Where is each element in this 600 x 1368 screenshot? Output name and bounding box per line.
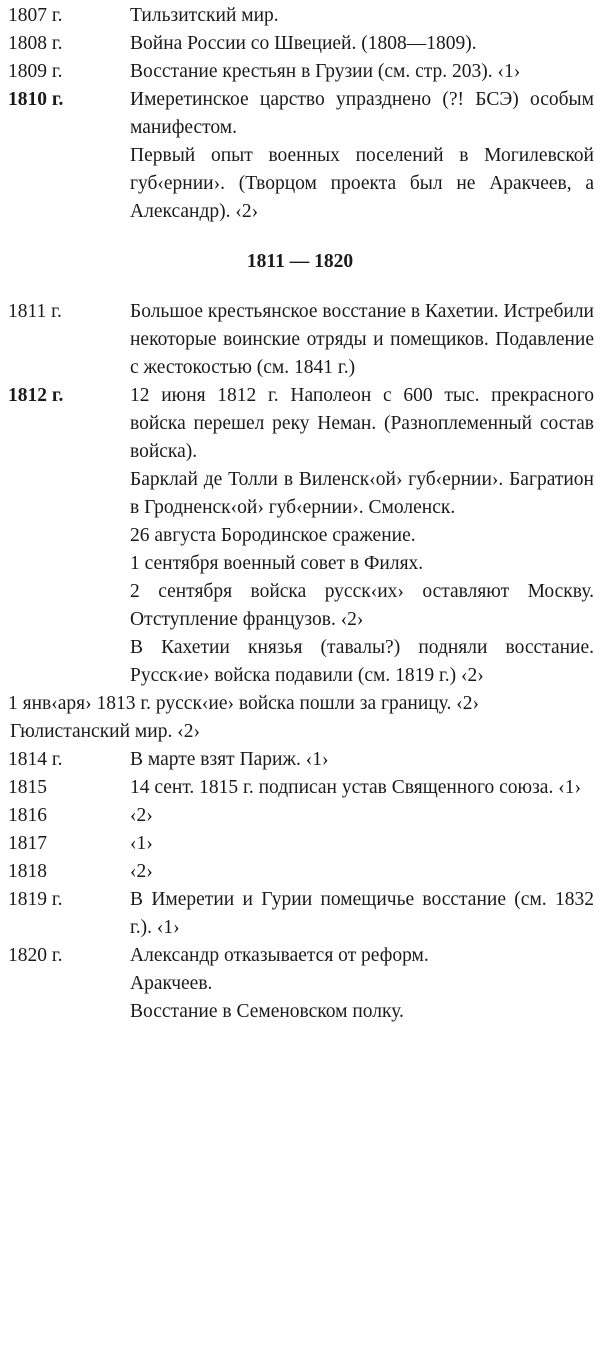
loose-line-1813: 1 янв‹аря› 1813 г. русск‹ие› войска пошли за границу. ‹2› bbox=[8, 693, 479, 714]
entry-year: 1814 г. bbox=[8, 749, 63, 770]
entry-text: ‹2› bbox=[130, 805, 153, 826]
entry-text: 2 сентября войска русск‹их› оставляют Москву. Отступление французов. ‹2› bbox=[130, 581, 594, 630]
entry-text: 14 сент. 1815 г. подписан устав Священного союза. ‹1› bbox=[130, 777, 581, 798]
chronology-page bbox=[0, 2, 600, 1026]
entry-text: В Кахетии князья (тавалы?) подняли восстание. Русск‹ие› войска подавили (см. 1819 г.) ‹2› bbox=[130, 637, 594, 686]
chronology-entry-1817 bbox=[0, 830, 600, 858]
chronology-entry-1816 bbox=[0, 802, 600, 830]
entry-text: Восстание крестьян в Грузии (см. стр. 203). ‹1› bbox=[130, 61, 521, 82]
entry-text: 1 сентября военный совет в Филях. bbox=[130, 553, 424, 574]
entry-year: 1807 г. bbox=[8, 5, 63, 26]
entry-text: ‹1› bbox=[130, 833, 153, 854]
chronology-entry-1811 bbox=[0, 298, 600, 382]
entry-text: Восстание в Семеновском полку. bbox=[130, 1001, 404, 1022]
entry-text: Барклай де Толли в Виленск‹ой› губ‹ернии›. Багратион в Гродненск‹ой› губ‹ернии›. Смоленск. bbox=[130, 469, 594, 518]
entry-year: 1809 г. bbox=[8, 61, 63, 82]
chronology-entry-1812 bbox=[0, 382, 600, 690]
entry-text: Александр отказывается от реформ. bbox=[130, 945, 429, 966]
section-heading: 1811 — 1820 bbox=[246, 251, 354, 272]
entry-year: 1820 г. bbox=[8, 945, 63, 966]
chronology-entry-1818 bbox=[0, 858, 600, 886]
entry-text: 12 июня 1812 г. Наполеон с 600 тыс. прекрасного войска перешел реку Неман. (Разноплеменный состав войска). bbox=[130, 385, 594, 462]
entry-text: В Имеретии и Гурии помещичье восстание (см. 1832 г.). ‹1› bbox=[130, 889, 594, 938]
entry-text: 26 августа Бородинское сражение. bbox=[130, 525, 416, 546]
chronology-entry-1807 bbox=[0, 2, 600, 30]
chronology-entry-1815 bbox=[0, 774, 600, 802]
chronology-entry-1820 bbox=[0, 942, 600, 1026]
entry-text: Тильзитский мир. bbox=[130, 5, 279, 26]
entry-text: В марте взят Париж. ‹1› bbox=[130, 749, 329, 770]
chronology-entry-1808 bbox=[0, 30, 600, 58]
entry-year: 1808 г. bbox=[8, 33, 63, 54]
entry-text: Имеретинское царство упразднено (?! БСЭ) особым манифестом. bbox=[130, 89, 594, 138]
entry-year: 1816 bbox=[8, 805, 47, 826]
entry-year: 1818 bbox=[8, 861, 47, 882]
chronology-entry-1810 bbox=[0, 86, 600, 226]
loose-line-gulistan: Гюлистанский мир. ‹2› bbox=[10, 721, 200, 742]
chronology-entry-1809 bbox=[0, 58, 600, 86]
entry-year: 1819 г. bbox=[8, 889, 63, 910]
entry-year: 1810 г. bbox=[8, 89, 64, 110]
chronology-entry-1814 bbox=[0, 746, 600, 774]
chronology-entry-1819 bbox=[0, 886, 600, 942]
entry-text: Война России со Швецией. (1808—1809). bbox=[130, 33, 477, 54]
entry-text: Большое крестьянское восстание в Кахетии. Истребили некоторые воинские отряды и помещиков. Подавление с жестокостью (см. 1841 г.) bbox=[130, 301, 594, 378]
entry-text: Аракчеев. bbox=[130, 973, 213, 994]
entry-year: 1812 г. bbox=[8, 385, 64, 406]
entry-year: 1817 bbox=[8, 833, 47, 854]
entry-year: 1815 bbox=[8, 777, 47, 798]
entry-text: ‹2› bbox=[130, 861, 153, 882]
entry-text: Первый опыт военных поселений в Могилевской губ‹ернии›. (Творцом проекта был не Аракчеев, а Александр). ‹2› bbox=[130, 145, 594, 222]
entry-year: 1811 г. bbox=[8, 301, 62, 322]
